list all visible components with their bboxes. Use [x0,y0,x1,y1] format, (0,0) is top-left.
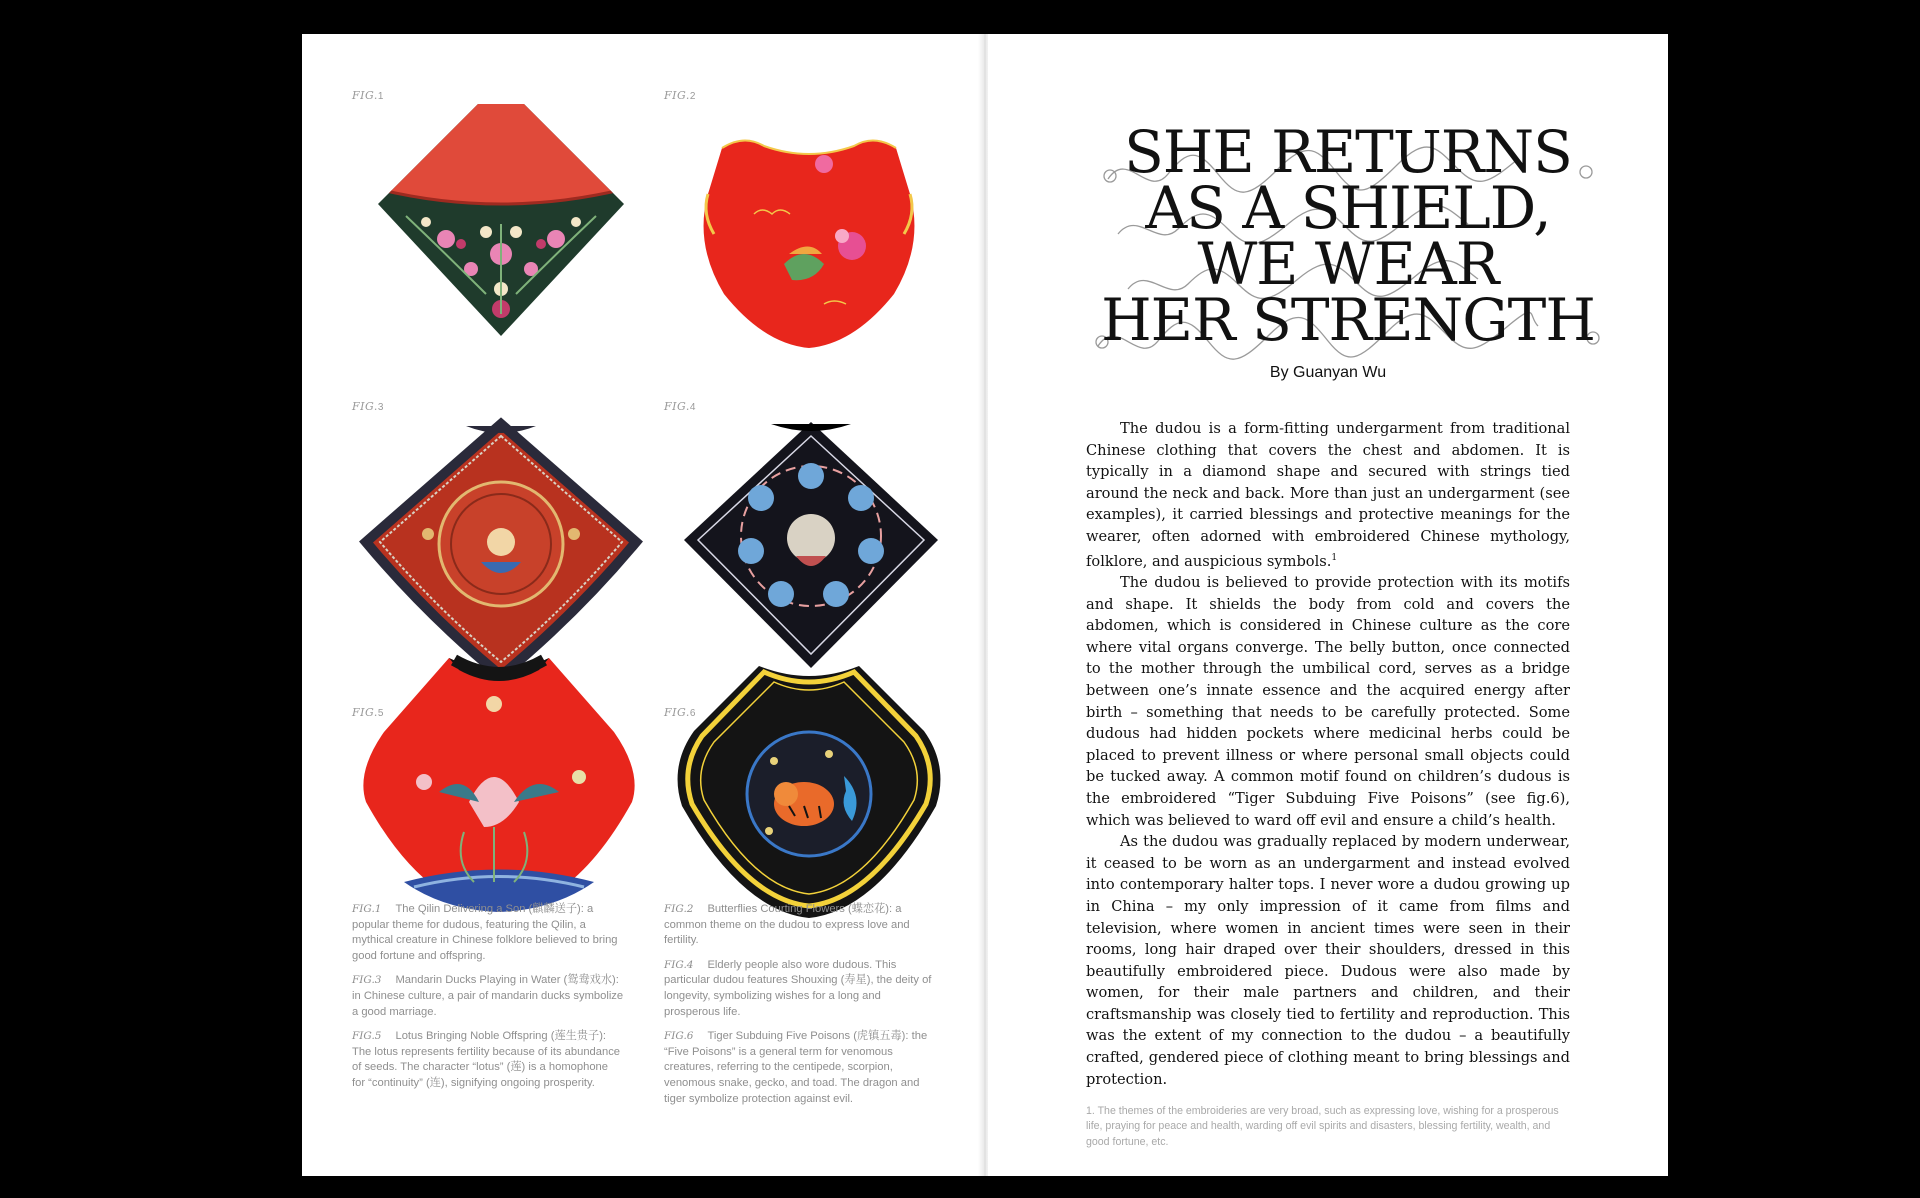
fig-tag: FIG. [664,89,690,102]
title-line: SHE RETURNS [1124,118,1572,186]
caption-text: Elderly people also wore dudous. This particular dudou features Shouxing (寿星), the deity of longevity, symbolizing wishes for a long and prosperous life. [664,958,932,1018]
byline: By Guanyan Wu [1269,364,1387,381]
title-line: AS A SHIELD, [1145,174,1551,242]
caption-tag: FIG.3 [352,974,382,987]
fig-number: 4 [689,402,696,413]
caption-tag: FIG.5 [352,1030,382,1043]
caption-text: The Qilin Delivering a Son (麒麟送子): a popular theme for dudous, featuring the Qilin, a mythical creature in Chinese folklore believed to bring good fortune and offspring. [352,903,618,962]
caption-text: Mandarin Ducks Playing in Water (鸳鸯戏水): in Chinese culture, a pair of mandarin ducks symbolize a good marriage. [352,974,624,1018]
title-line: WE WEAR [1197,230,1499,298]
dudou-fig6-image [664,656,954,922]
fig-label-3 [352,400,384,413]
caption-tag: FIG.6 [664,1030,694,1043]
fig-tag: FIG. [352,706,378,719]
dudou-fig1-image [366,104,636,374]
dudou-fig5-image [354,652,644,914]
fig-number: 1 [377,91,384,102]
fig-label-2 [664,89,696,102]
captions-right-column [664,902,936,1116]
body-paragraph-2: The dudou is believed to provide protection with its motifs and shape. It shields the body from cold and covers the abdomen, which is considered in Chinese culture as the core where vital organs converge. The belly button, once connected to the mother through the umbilical cord, serves as a bridge between one’s innate essence and the acquired energy after birth – something that needs to be carefully protected. Some dudous had hidden pockets where medicinal herbs could be placed to prevent illness or where personal small objects could be tucked away. A common motif found on children’s dudous is the embroidered “Tiger Subduing Five Poisons” (see fig.6), which was believed to ward off evil and ensure a child’s health. [1086,574,1570,829]
body-paragraph-1 [1086,418,1570,572]
title-block [1088,84,1608,384]
caption-tag: FIG.4 [664,958,694,971]
caption-fig1 [352,902,624,964]
right-page [988,34,1668,1176]
caption-fig3 [352,973,624,1020]
caption-text: Lotus Bringing Noble Offspring (莲生贵子): The lotus represents fertility because of its abundance of seeds. The character “lotus” (莲) is a homophone for “continuity” (连), signifying ongoing prosperity. [352,1030,621,1089]
fig-label-4 [664,400,696,413]
captions-left-column [352,902,624,1101]
caption-text: Butterflies Courting Flowers (蝶恋花): a common theme on the dudou to express love and fertility. [664,903,910,947]
fig-tag: FIG. [352,89,378,102]
left-page [302,34,982,1176]
fig-tag: FIG. [664,706,690,719]
body-paragraph-3: As the dudou was gradually replaced by modern underwear, it ceased to be worn as an undergarment and instead evolved into contemporary halter tops. I never wore a dudou growing up in China – my only impression of it came from films and television, where women in ancient times were seen in their rooms, long hair draped over their shoulders, dressed in this beautifully embroidered piece. Dudous were also made by women, for their male partners and children, and their craftsmanship was closely tied to fertility and reproduction. This was the extent of my connection to the dudou – a beautifully crafted, gendered piece of clothing meant to bring blessings and protection. [1086,833,1570,1088]
fig-number: 2 [689,91,696,102]
footnote: 1. The themes of the embroideries are very broad, such as expressing love, wishing for a prosperous life, praying for peace and health, warding off evil spirits and disasters, blessing fertility, wealth, and good fortune, etc. [1086,1105,1559,1148]
paragraph-text: The dudou is a form-fitting undergarment from traditional Chinese clothing that covers the chest and abdomen. It is typically in a diamond shape and secured with strings tied around the neck and back. More than just an undergarment (see examples), it carried blessings and protective meanings for the wearer, often adorned with embroidered Chinese mythology, folklore, and auspicious symbols. [1086,420,1570,570]
caption-fig2 [664,902,936,949]
fig-tag: FIG. [664,400,690,413]
caption-fig4 [664,958,936,1020]
caption-fig6 [664,1029,936,1107]
article-title [1088,118,1608,354]
fig-number: 6 [689,708,696,719]
dudou-fig2-image [674,104,944,364]
caption-tag: FIG.1 [352,903,382,915]
title-line: HER STRENGTH [1101,286,1595,354]
fig-number: 3 [377,402,384,413]
article-body [1086,418,1570,1090]
dudou-fig4-image [676,416,946,678]
footnote-marker: 1 [1331,552,1338,563]
fig-number: 5 [377,708,384,719]
caption-tag: FIG.2 [664,903,694,915]
fig-tag: FIG. [352,400,378,413]
fig-label-1 [352,89,384,102]
caption-text: Tiger Subduing Five Poisons (虎镇五毒): the “Five Poisons” is a general term for venomous creatures, referring to the centipede, scorpion, venomous snake, gecko, and toad. The dragon and tiger symbolize protection against evil. [664,1030,928,1105]
caption-fig5 [352,1029,624,1091]
dudou-fig3-image [356,414,646,684]
